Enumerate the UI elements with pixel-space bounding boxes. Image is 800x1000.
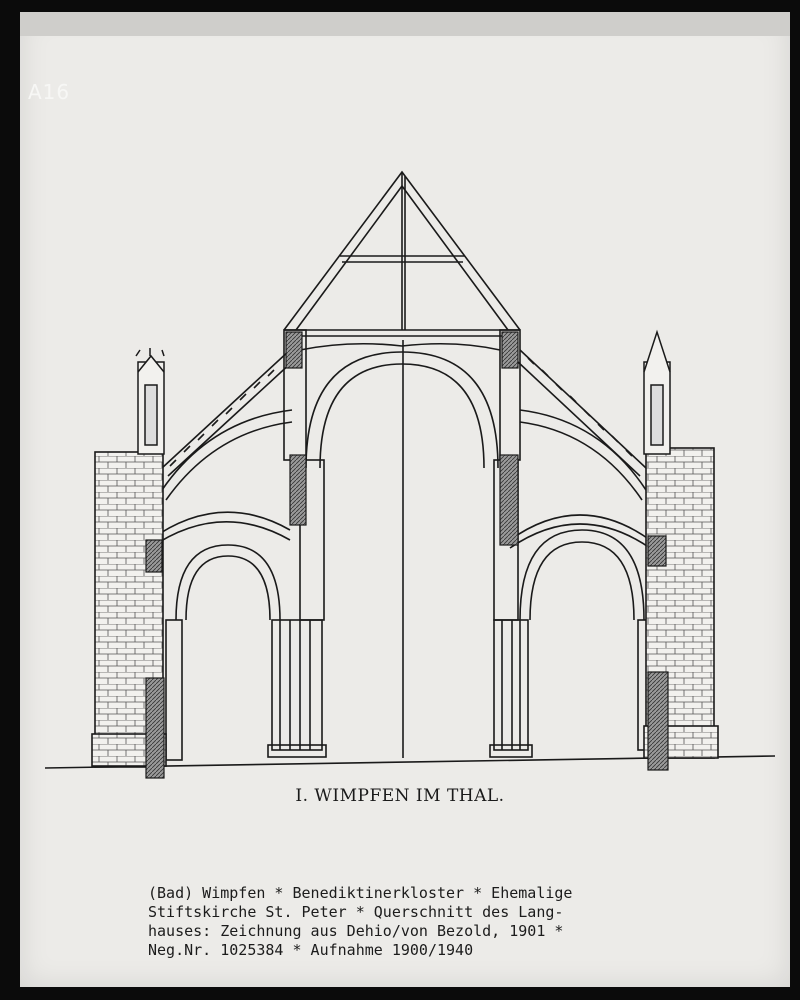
nave-arch [306,352,498,468]
notes-line: Stiftskirche St. Peter * Querschnitt des Lang- [148,903,564,921]
notes-line: Neg.Nr. 1025384 * Aufnahme 1900/1940 [148,941,474,959]
right-aisle-arch [520,530,644,620]
drawing-caption: I. WIMPFEN IM THAL. [295,786,505,806]
notes-line: hauses: Zeichnung aus Dehio/von Bezold, 1901 * [148,922,564,940]
archive-number-label: A16 [28,80,71,104]
left-aisle-roof [162,350,290,468]
notes-line: (Bad) Wimpfen * Benediktinerkloster * Ehemalige [148,884,573,902]
archive-notes [148,884,748,960]
